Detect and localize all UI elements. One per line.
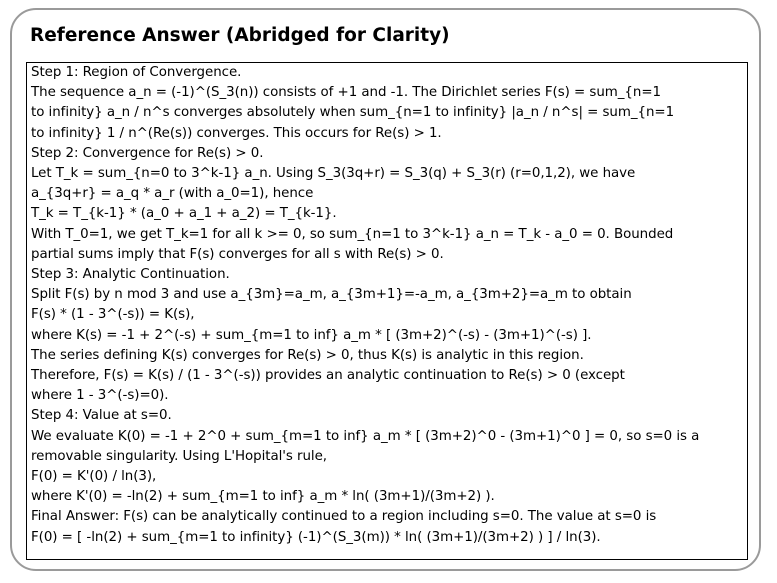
- answer-line: removable singularity. Using L'Hopital's rule,: [31, 448, 327, 464]
- step2-heading: Step 2: Convergence for Re(s) > 0.: [31, 145, 264, 161]
- answer-line: F(0) = K'(0) / ln(3),: [31, 469, 157, 485]
- answer-line: The sequence a_n = (-1)^(S_3(n)) consists of +1 and -1. The Dirichlet series F(s) = sum_{n=1: [31, 85, 661, 101]
- answer-line: Let T_k = sum_{n=0 to 3^k-1} a_n. Using S_3(3q+r) = S_3(q) + S_3(r) (r=0,1,2), we have: [31, 166, 636, 182]
- answer-line: where K'(0) = -ln(2) + sum_{m=1 to inf} a_m * ln( (3m+1)/(3m+2) ).: [31, 489, 495, 505]
- answer-line: We evaluate K(0) = -1 + 2^0 + sum_{m=1 to inf} a_m * [ (3m+2)^0 - (3m+1)^0 ] = 0, so s=0 is a: [31, 428, 700, 444]
- card-title: Reference Answer (Abridged for Clarity): [30, 25, 450, 46]
- final-answer-line: Final Answer: F(s) can be analytically continued to a region including s=0. The value at s=0 is: [31, 509, 657, 525]
- final-answer-line: F(0) = [ -ln(2) + sum_{m=1 to infinity} (-1)^(S_3(m)) * ln( (3m+1)/(3m+2) ) ] / ln(3).: [31, 529, 601, 545]
- answer-line: F(s) * (1 - 3^(-s)) = K(s),: [31, 307, 195, 323]
- answer-line: The series defining K(s) converges for Re(s) > 0, thus K(s) is analytic in this region.: [31, 347, 584, 363]
- answer-line: to infinity} 1 / n^(Re(s)) converges. This occurs for Re(s) > 1.: [31, 125, 442, 141]
- step3-heading: Step 3: Analytic Continuation.: [31, 267, 230, 283]
- answer-line: T_k = T_{k-1} * (a_0 + a_1 + a_2) = T_{k-1}.: [31, 206, 337, 222]
- answer-content-box: [26, 62, 748, 560]
- answer-line: to infinity} a_n / n^s converges absolutely when sum_{n=1 to infinity} |a_n / n^s| = sum_{n=1: [31, 105, 675, 121]
- answer-line: With T_0=1, we get T_k=1 for all k >= 0, so sum_{n=1 to 3^k-1} a_n = T_k - a_0 = 0. Bounded: [31, 226, 674, 242]
- answer-line: where K(s) = -1 + 2^(-s) + sum_{m=1 to inf} a_m * [ (3m+2)^(-s) - (3m+1)^(-s) ].: [31, 327, 592, 343]
- answer-line: where 1 - 3^(-s)=0).: [31, 388, 169, 404]
- answer-line: partial sums imply that F(s) converges for all s with Re(s) > 0.: [31, 246, 444, 262]
- reference-answer-card: [10, 8, 761, 571]
- step4-heading: Step 4: Value at s=0.: [31, 408, 172, 424]
- step1-heading: Step 1: Region of Convergence.: [31, 65, 242, 80]
- answer-line: a_{3q+r} = a_q * a_r (with a_0=1), hence: [31, 186, 314, 202]
- answer-line: Split F(s) by n mod 3 and use a_{3m}=a_m, a_{3m+1}=-a_m, a_{3m+2}=a_m to obtain: [31, 287, 632, 303]
- answer-line: Therefore, F(s) = K(s) / (1 - 3^(-s)) provides an analytic continuation to Re(s) > 0 (except: [31, 368, 625, 384]
